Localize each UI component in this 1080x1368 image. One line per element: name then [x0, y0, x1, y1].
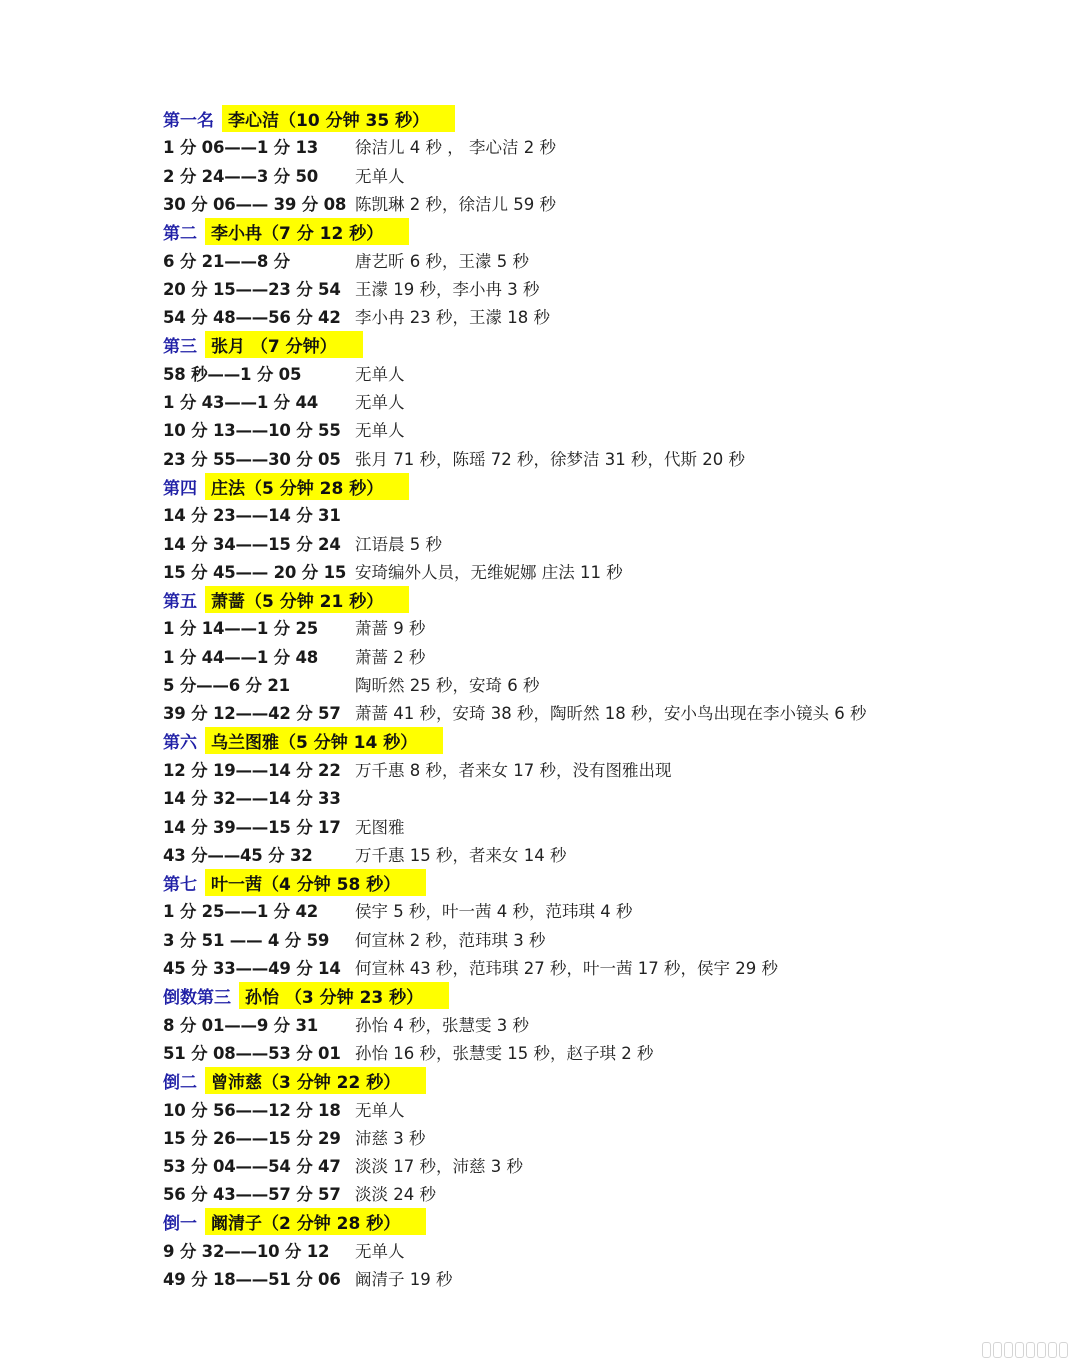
time-row	[163, 698, 1053, 726]
highlighted-name-duration: 李小冉（7 分 12 秒）	[205, 218, 409, 245]
appearance-note: 阚清子 19 秒	[355, 1270, 453, 1290]
appearance-note: 何宣林 43 秒，范玮琪 27 秒，叶一茜 17 秒，侯宇 29 秒	[355, 959, 778, 979]
highlighted-name-duration: 庄法（5 分钟 28 秒）	[205, 473, 409, 500]
appearance-note: 王濛 19 秒，李小冉 3 秒	[355, 279, 540, 299]
time-row	[163, 1151, 1053, 1179]
time-row	[163, 1038, 1053, 1066]
rank-label: 第六	[163, 733, 197, 754]
section-header	[163, 727, 1053, 755]
rank-label: 第二	[163, 223, 197, 244]
time-row	[163, 953, 1053, 981]
time-range: 53 分 04——54 分 47	[163, 1157, 341, 1177]
section-header	[163, 472, 1053, 500]
time-row	[163, 896, 1053, 924]
time-range: 14 分 32——14 分 33	[163, 789, 341, 809]
time-row	[163, 500, 1053, 528]
time-row	[163, 132, 1053, 160]
section-header	[163, 981, 1053, 1009]
time-range: 43 分——45 分 32	[163, 845, 313, 865]
time-row	[163, 528, 1053, 556]
time-range: 1 分 25——1 分 42	[163, 902, 319, 922]
highlighted-name-duration: 张月 （7 分钟）	[205, 331, 363, 358]
time-row	[163, 189, 1053, 217]
highlighted-name-duration: 阚清子（2 分钟 28 秒）	[205, 1208, 426, 1235]
time-range: 1 分 43——1 分 44	[163, 393, 319, 413]
time-row	[163, 161, 1053, 189]
rank-label: 第三	[163, 337, 197, 358]
appearance-note: 孙怡 4 秒，张慧雯 3 秒	[355, 1015, 529, 1035]
appearance-note: 淡淡 17 秒，沛慈 3 秒	[355, 1157, 523, 1177]
section-header	[163, 217, 1053, 245]
rank-label: 第七	[163, 874, 197, 895]
time-range: 20 分 15——23 分 54	[163, 279, 341, 299]
appearance-note: 江语晨 5 秒	[355, 534, 442, 554]
time-row	[163, 613, 1053, 641]
appearance-note: 何宣林 2 秒，范玮琪 3 秒	[355, 930, 546, 950]
time-row	[163, 274, 1053, 302]
highlighted-name-duration: 李心洁（10 分钟 35 秒）	[222, 105, 455, 132]
watermark	[982, 1342, 1068, 1358]
time-row	[163, 755, 1053, 783]
time-row	[163, 1123, 1053, 1151]
time-range: 15 分 45—— 20 分 15	[163, 562, 347, 582]
time-range: 14 分 34——15 分 24	[163, 534, 341, 554]
appearance-note: 萧蔷 41 秒，安琦 38 秒，陶昕然 18 秒，安小鸟出现在李小镜头 6 秒	[355, 704, 867, 724]
time-range: 56 分 43——57 分 57	[163, 1185, 341, 1205]
appearance-note: 孙怡 16 秒，张慧雯 15 秒，赵子琪 2 秒	[355, 1043, 654, 1063]
time-range: 54 分 48——56 分 42	[163, 308, 341, 328]
time-row	[163, 1236, 1053, 1264]
time-row	[163, 444, 1053, 472]
appearance-note: 无图雅	[355, 817, 405, 837]
appearance-note: 陶昕然 25 秒，安琦 6 秒	[355, 676, 540, 696]
appearance-note: 侯宇 5 秒，叶一茜 4 秒，范玮琪 4 秒	[355, 902, 633, 922]
ranking-document	[163, 104, 1053, 1292]
time-row	[163, 359, 1053, 387]
rank-label: 第一名	[163, 110, 214, 131]
time-range: 12 分 19——14 分 22	[163, 760, 341, 780]
rank-label: 倒数第三	[163, 987, 231, 1008]
time-row	[163, 245, 1053, 273]
section-header	[163, 104, 1053, 132]
appearance-note: 萧蔷 2 秒	[355, 647, 426, 667]
section-header	[163, 1066, 1053, 1094]
appearance-note: 淡淡 24 秒	[355, 1185, 436, 1205]
rank-label: 倒一	[163, 1214, 197, 1235]
highlighted-name-duration: 曾沛慈（3 分钟 22 秒）	[205, 1067, 426, 1094]
time-row	[163, 1010, 1053, 1038]
time-range: 14 分 39——15 分 17	[163, 817, 341, 837]
time-range: 49 分 18——51 分 06	[163, 1270, 341, 1290]
appearance-note: 张月 71 秒，陈瑶 72 秒，徐梦洁 31 秒，代斯 20 秒	[355, 449, 745, 469]
time-range: 6 分 21——8 分	[163, 251, 290, 271]
time-row	[163, 925, 1053, 953]
appearance-note: 李小冉 23 秒，王濛 18 秒	[355, 308, 550, 328]
section-header	[163, 330, 1053, 358]
time-row	[163, 642, 1053, 670]
time-row	[163, 811, 1053, 839]
time-range: 1 分 06——1 分 13	[163, 138, 319, 158]
time-range: 3 分 51 —— 4 分 59	[163, 930, 330, 950]
time-range: 58 秒——1 分 05	[163, 364, 302, 384]
appearance-note: 无单人	[355, 393, 405, 413]
time-row	[163, 1264, 1053, 1292]
appearance-note: 万千惠 15 秒，者来女 14 秒	[355, 845, 567, 865]
time-range: 10 分 13——10 分 55	[163, 421, 341, 441]
appearance-note: 唐艺昕 6 秒，王濛 5 秒	[355, 251, 529, 271]
time-range: 23 分 55——30 分 05	[163, 449, 341, 469]
rank-label: 倒二	[163, 1072, 197, 1093]
time-row	[163, 387, 1053, 415]
appearance-note: 安琦编外人员，无维妮娜 庄法 11 秒	[355, 562, 623, 582]
section-header	[163, 585, 1053, 613]
time-range: 1 分 14——1 分 25	[163, 619, 319, 639]
appearance-note: 陈凯琳 2 秒，徐洁儿 59 秒	[355, 195, 556, 215]
appearance-note: 无单人	[355, 1100, 405, 1120]
time-range: 1 分 44——1 分 48	[163, 647, 319, 667]
time-range: 51 分 08——53 分 01	[163, 1043, 341, 1063]
time-range: 45 分 33——49 分 14	[163, 959, 341, 979]
time-range: 8 分 01——9 分 31	[163, 1015, 319, 1035]
time-row	[163, 670, 1053, 698]
appearance-note: 徐洁儿 4 秒 ， 李心洁 2 秒	[355, 138, 556, 158]
time-range: 30 分 06—— 39 分 08	[163, 195, 347, 215]
time-row	[163, 302, 1053, 330]
time-range: 9 分 32——10 分 12	[163, 1242, 330, 1262]
appearance-note: 无单人	[355, 421, 405, 441]
appearance-note: 无单人	[355, 1242, 405, 1262]
time-row	[163, 1179, 1053, 1207]
appearance-note: 无单人	[355, 166, 405, 186]
highlighted-name-duration: 叶一茜（4 分钟 58 秒）	[205, 869, 426, 896]
time-range: 14 分 23——14 分 31	[163, 506, 341, 526]
appearance-note: 萧蔷 9 秒	[355, 619, 426, 639]
highlighted-name-duration: 孙怡 （3 分钟 23 秒）	[239, 982, 449, 1009]
time-row	[163, 840, 1053, 868]
time-row	[163, 783, 1053, 811]
appearance-note: 万千惠 8 秒，者来女 17 秒，没有图雅出现	[355, 760, 672, 780]
time-row	[163, 557, 1053, 585]
time-range: 10 分 56——12 分 18	[163, 1100, 341, 1120]
appearance-note: 无单人	[355, 364, 405, 384]
time-row	[163, 415, 1053, 443]
time-range: 5 分——6 分 21	[163, 676, 290, 696]
time-range: 15 分 26——15 分 29	[163, 1128, 341, 1148]
rank-label: 第四	[163, 478, 197, 499]
appearance-note: 沛慈 3 秒	[355, 1128, 426, 1148]
section-header	[163, 868, 1053, 896]
highlighted-name-duration: 乌兰图雅（5 分钟 14 秒）	[205, 727, 443, 754]
time-row	[163, 1094, 1053, 1122]
rank-label: 第五	[163, 591, 197, 612]
highlighted-name-duration: 萧蔷（5 分钟 21 秒）	[205, 586, 409, 613]
time-range: 2 分 24——3 分 50	[163, 166, 319, 186]
section-header	[163, 1208, 1053, 1236]
time-range: 39 分 12——42 分 57	[163, 704, 341, 724]
